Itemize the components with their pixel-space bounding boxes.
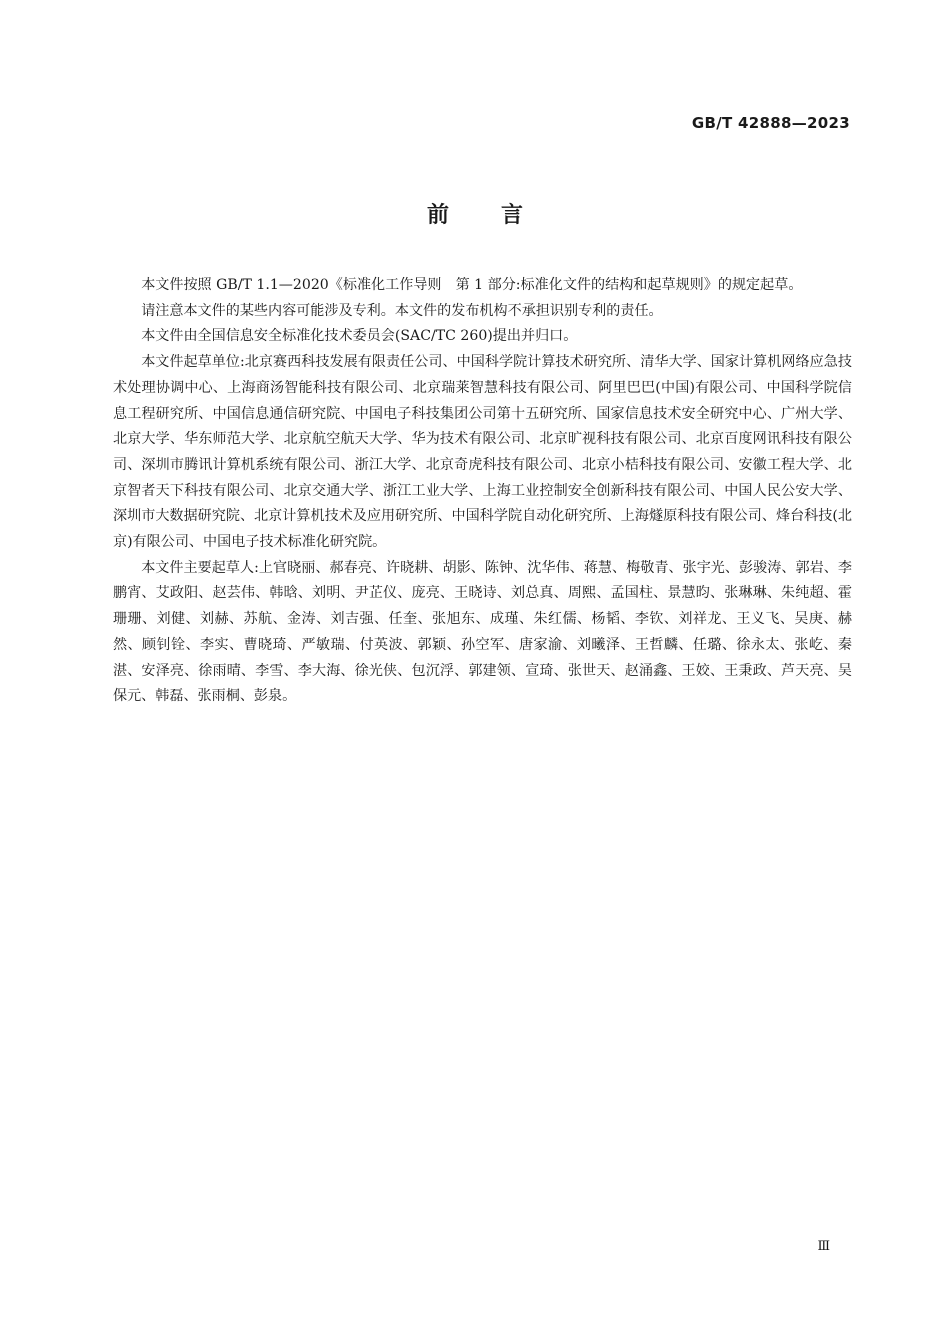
paragraph-drafting-units: 本文件起草单位:北京赛西科技发展有限责任公司、中国科学院计算技术研究所、清华大学、国家计算机网络应急技术处理协调中心、上海商汤智能科技有限公司、北京瑞莱智慧科技有限公司、阿里巴巴(中国)有限公司、中国科学院信息工程研究所、中国信息通信研究院、中国电子科技集团公司第十五研究所、国家信息技术安全研究中心、广州大学、北京大学、华东师范大学、北京航空航天大学、华为技术有限公司、北京旷视科技有限公司、北京百度网讯科技有限公司、深圳市腾讯计算机系统有限公司、浙江大学、北京奇虎科技有限公司、北京小桔科技有限公司、安徽工程大学、北京智者天下科技有限公司、北京交通大学、浙江工业大学、上海工业控制安全创新科技有限公司、中国人民公安大学、深圳市大数据研究院、北京计算机技术及应用研究所、中国科学院自动化研究所、上海燧原科技有限公司、烽台科技(北京)有限公司、中国电子技术标准化研究院。 [113, 354, 852, 551]
paragraph-proposer: 本文件由全国信息安全标准化技术委员会(SAC/TC 260)提出并归口。 [141, 328, 578, 345]
title-char-1: 前 [426, 203, 449, 228]
paragraph-drafting-rules: 本文件按照 GB/T 1.1—2020《标准化工作导则 第 1 部分:标准化文件的结构和起草规则》的规定起草。 [141, 277, 803, 293]
paragraph-patent-notice: 请注意本文件的某些内容可能涉及专利。本文件的发布机构不承担识别专利的责任。 [141, 302, 663, 319]
foreword-body [113, 273, 852, 710]
standard-number: GB/T 42888—2023 [691, 114, 850, 132]
page-number: Ⅲ [817, 1239, 830, 1254]
page-title [0, 198, 950, 229]
paragraph-main-drafters: 本文件主要起草人:上官晓丽、郝春亮、许晓耕、胡影、陈钟、沈华伟、蒋慧、梅敬青、张宇光、彭骏涛、郭岩、李鹏宵、艾政阳、赵芸伟、韩晗、刘明、尹芷仪、庞亮、王晓诗、刘总真、周熙、孟国柱、景慧昀、张琳琳、朱纯超、霍珊珊、刘健、刘赫、苏航、金涛、刘吉强、任奎、张旭东、成瑾、朱红儒、杨韬、李钦、刘祥龙、王义飞、吴庚、赫然、顾钊铨、李实、曹晓琦、严敏瑞、付英波、郭颖、孙空军、唐家渝、刘曦泽、王哲麟、任璐、徐永太、张屹、秦湛、安泽亮、徐雨晴、李雪、李大海、徐光侠、包沉浮、郭建领、宣琦、张世天、赵涌鑫、王姣、王秉政、芦天亮、吴保元、韩磊、张雨桐、彭泉。 [113, 559, 852, 705]
title-char-2: 言 [501, 203, 524, 228]
